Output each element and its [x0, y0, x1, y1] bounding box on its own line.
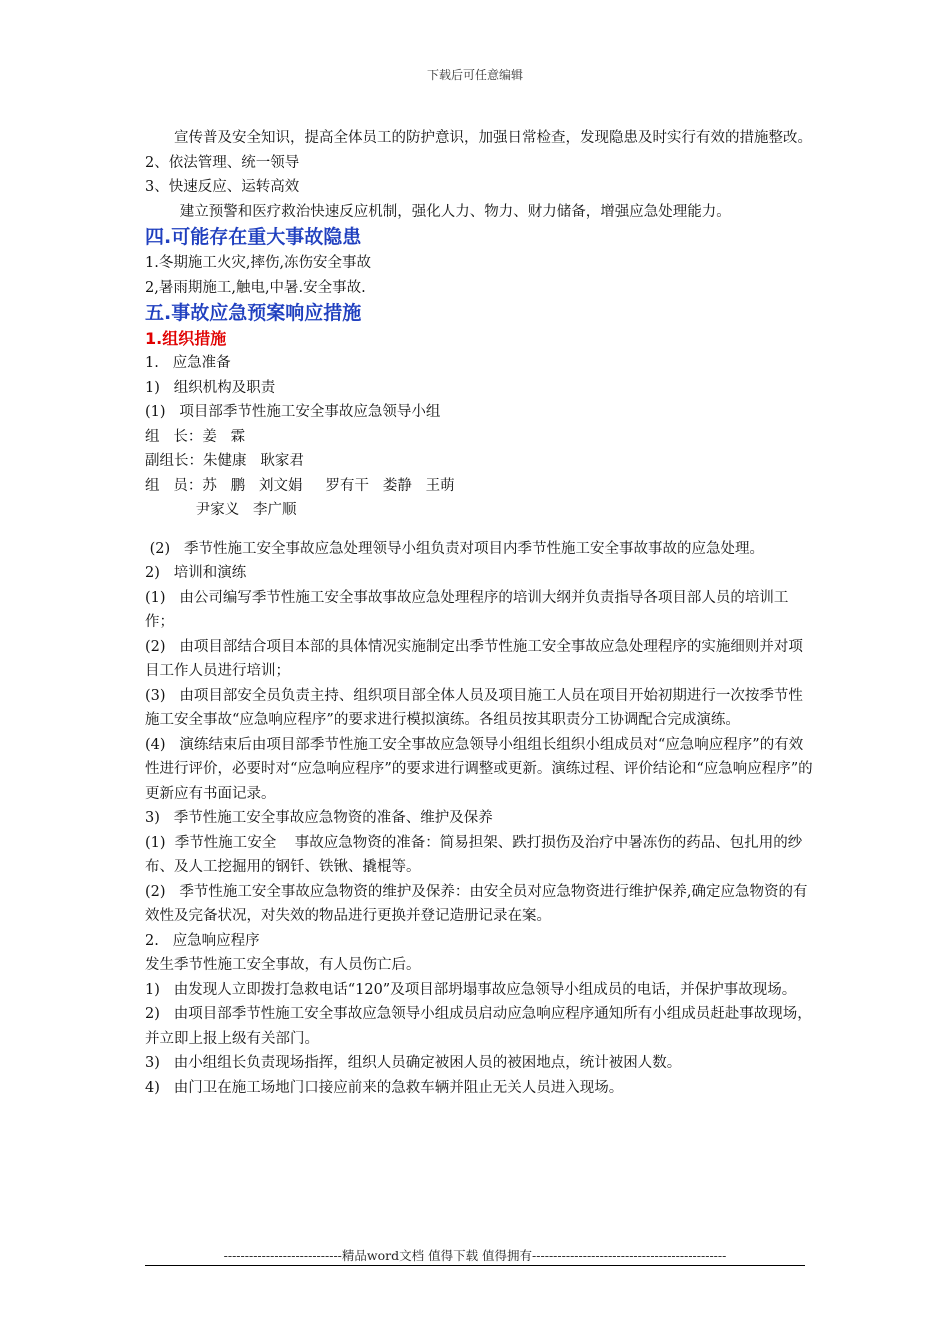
paragraph: 2、依法管理、统一领导: [145, 154, 300, 171]
paragraph: 1.冬期施工火灾,摔伤,冻伤安全事故: [145, 255, 372, 271]
document-body: [145, 126, 815, 1100]
paragraph: 发生季节性施工安全事故，有人员伤亡后。: [145, 957, 421, 973]
paragraph: (1) 项目部季节性施工安全事故应急领导小组: [145, 404, 441, 420]
paragraph: 1. 应急准备: [145, 355, 231, 371]
paragraph: (4) 演练结束后由项目部季节性施工安全事故应急领导小组组长组织小组成员对“应急响应程序”的有效性进行评价，必要时对“应急响应程序”的要求进行调整或更新。演练过程、评价结论和“应急响应程序”的更新应有书面记录。: [145, 736, 813, 802]
paragraph: (2) 由项目部结合项目本部的具体情况实施制定出季节性施工安全事故应急处理程序的实施细则并对项目工作人员进行培训；: [145, 638, 803, 679]
paragraph: (1) 季节性施工安全 事故应急物资的准备：简易担架、跌打损伤及治疗中暑冻伤的药品、包扎用的纱布、及人工挖掘用的钢钎、铁锹、撬棍等。: [145, 834, 803, 875]
page-header: 下载后可任意编辑: [426, 68, 523, 82]
paragraph: 组 员：苏 鹏 刘文娟 罗有干 娄静 王萌: [145, 477, 455, 494]
footer-rule: [145, 1265, 805, 1266]
paragraph: (3) 由项目部安全员负责主持、组织项目部全体人员及项目施工人员在项目开始初期进行一次按季节性施工安全事故“应急响应程序”的要求进行模拟演练。各组员按其职责分工协调配合完成演练。: [145, 687, 803, 728]
paragraph: 2. 应急响应程序: [145, 932, 260, 949]
paragraph: 副组长：朱健康 耿家君: [145, 453, 304, 469]
paragraph: 组 长：姜 霖: [145, 428, 246, 445]
page-footer: ----------------------------精品word文档 值得下载 值得拥有----------------------------------------------: [223, 1248, 727, 1263]
paragraph: (2) 季节性施工安全事故应急物资的维护及保养：由安全员对应急物资进行维护保养,确定应急物资的有效性及完备状况，对失效的物品进行更换并登记造册记录在案。: [145, 883, 808, 924]
paragraph: 尹家义 李广顺: [145, 502, 297, 518]
paragraph: (1) 由公司编写季节性施工安全事故事故应急处理程序的培训大纲并负责指导各项目部人员的培训工作；: [145, 589, 789, 630]
paragraph: 3、快速反应、运转高效: [145, 179, 300, 195]
paragraph: 2) 培训和演练: [145, 565, 247, 581]
paragraph: 3) 由小组组长负责现场指挥，组织人员确定被困人员的被困地点，统计被困人数。: [145, 1055, 682, 1071]
paragraph: 2,暑雨期施工,触电,中暑.安全事故.: [145, 279, 366, 296]
paragraph: 1) 组织机构及职责: [145, 379, 276, 396]
paragraph: (2) 季节性施工安全事故应急处理领导小组负责对项目内季节性施工安全事故事故的应急处理。: [145, 540, 764, 557]
paragraph: 建立预警和医疗救治快速反应机制，强化人力、物力、财力储备，增强应急处理能力。: [179, 203, 731, 220]
paragraph: 3) 季节性施工安全事故应急物资的准备、维护及保养: [145, 810, 493, 826]
section-heading: 1.组织措施: [145, 329, 227, 348]
blank-line: [145, 523, 815, 537]
paragraph: 1) 由发现人立即拨打急救电话“120”及项目部坍塌事故应急领导小组成员的电话，并保护事故现场。: [145, 981, 797, 998]
section-heading: 五.事故应急预案响应措施: [145, 302, 362, 324]
paragraph: 宣传普及安全知识，提高全体员工的防护意识，加强日常检查，发现隐患及时实行有效的措施整改。: [174, 130, 812, 146]
section-heading: 四.可能存在重大事故隐患: [145, 226, 362, 248]
paragraph: 4) 由门卫在施工场地门口接应前来的急救车辆并阻止无关人员进入现场。: [145, 1079, 624, 1096]
paragraph: 2) 由项目部季节性施工安全事故应急领导小组成员启动应急响应程序通知所有小组成员赶赴事故现场，并立即上报上级有关部门。: [145, 1006, 812, 1047]
